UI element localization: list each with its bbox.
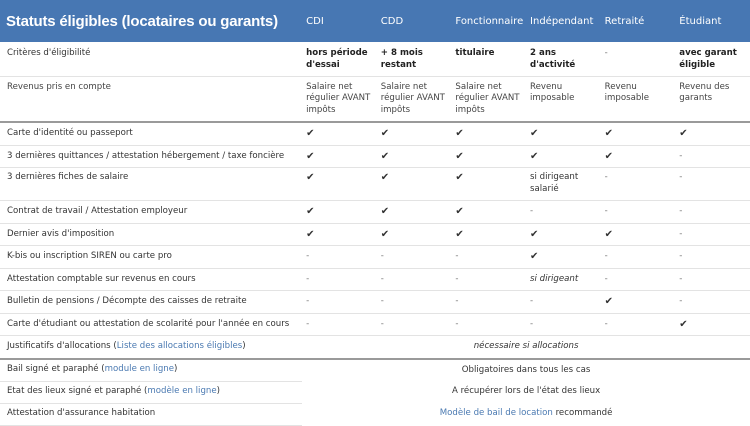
bottom-note: A récupérer lors de l'état des lieux	[451, 386, 601, 397]
check-icon: ✔	[601, 145, 676, 168]
row-label: Carte d'étudiant ou attestation de scolarité pour l'année en cours	[0, 313, 302, 336]
check-icon: ✔	[526, 145, 601, 168]
dash-cell: -	[526, 313, 601, 336]
check-icon: ✔	[601, 122, 676, 145]
row-label: Revenus pris en compte	[0, 76, 302, 122]
condition-cell: si dirigeant salarié	[526, 168, 601, 201]
allocations-label: Justificatifs d'allocations	[7, 341, 111, 351]
check-icon: ✔	[601, 223, 676, 246]
check-icon: ✔	[526, 246, 601, 269]
dash-cell: -	[675, 145, 750, 168]
criteria-row	[0, 42, 750, 76]
revenus-cell: Salaire net régulier AVANT impôts	[451, 76, 526, 122]
check-icon: ✔	[302, 201, 377, 224]
dash-cell: -	[302, 268, 377, 291]
revenus-row	[0, 76, 750, 122]
dash-cell: -	[377, 291, 452, 314]
document-row	[0, 145, 750, 168]
etat-des-lieux-label: Etat des lieux signé et paraphé	[7, 386, 142, 397]
row-label: Dernier avis d'imposition	[0, 223, 302, 246]
column-header-retraite: Retraité	[601, 0, 676, 42]
document-row	[0, 268, 750, 291]
criteria-cell: -	[601, 42, 676, 76]
revenus-cell: Revenu imposable	[526, 76, 601, 122]
row-label: Carte d'identité ou passeport	[0, 122, 302, 145]
allocations-row	[0, 336, 750, 359]
dash-cell: -	[302, 313, 377, 336]
document-row	[0, 291, 750, 314]
table-title: Statuts éligibles (locataires ou garants)	[0, 0, 302, 42]
row-label: 3 dernières fiches de salaire	[0, 168, 302, 201]
table-header	[0, 0, 750, 42]
criteria-cell: titulaire	[451, 42, 526, 76]
document-row	[0, 246, 750, 269]
dash-cell: -	[302, 246, 377, 269]
dash-cell: -	[526, 201, 601, 224]
dash-cell: -	[451, 291, 526, 314]
condition-cell: si dirigeant	[526, 268, 601, 291]
check-icon: ✔	[377, 122, 452, 145]
recommended-text: recommandé	[552, 408, 613, 419]
document-rows	[0, 122, 750, 336]
dash-cell: -	[601, 268, 676, 291]
document-row	[0, 122, 750, 145]
check-icon: ✔	[451, 122, 526, 145]
dash-cell: -	[601, 313, 676, 336]
revenus-cell: Salaire net régulier AVANT impôts	[377, 76, 452, 122]
check-icon: ✔	[675, 313, 750, 336]
dash-cell: -	[377, 313, 452, 336]
check-icon: ✔	[302, 145, 377, 168]
dash-cell: -	[675, 201, 750, 224]
row-label: Critères d'éligibilité	[0, 42, 302, 76]
column-header-cdd: CDD	[377, 0, 452, 42]
row-label: Bail signé et paraphé (module en ligne)	[0, 359, 302, 382]
criteria-cell: + 8 mois restant	[377, 42, 452, 76]
check-icon: ✔	[451, 168, 526, 201]
revenus-cell: Revenu des garants	[675, 76, 750, 122]
dash-cell: -	[675, 268, 750, 291]
check-icon: ✔	[526, 223, 601, 246]
dash-cell: -	[601, 246, 676, 269]
check-icon: ✔	[451, 145, 526, 168]
column-header-etudiant: Étudiant	[675, 0, 750, 42]
allocations-list-link[interactable]: Liste des allocations éligibles	[116, 341, 243, 351]
assurance-label: Attestation d'assurance habitation	[0, 403, 302, 425]
bottom-note: Obligatoires dans tous les cas	[461, 364, 591, 375]
dash-cell: -	[675, 246, 750, 269]
column-header-cdi: CDI	[302, 0, 377, 42]
dash-cell: -	[601, 168, 676, 201]
dash-cell: -	[377, 246, 452, 269]
check-icon: ✔	[377, 201, 452, 224]
revenus-cell: Revenu imposable	[601, 76, 676, 122]
criteria-cell: 2 ans d'activité	[526, 42, 601, 76]
dash-cell: -	[675, 168, 750, 201]
check-icon: ✔	[601, 291, 676, 314]
check-icon: ✔	[377, 145, 452, 168]
criteria-cell: hors période d'essai	[302, 42, 377, 76]
dash-cell: -	[302, 291, 377, 314]
column-header-independant: Indépendant	[526, 0, 601, 42]
dash-cell: -	[451, 268, 526, 291]
check-icon: ✔	[451, 223, 526, 246]
check-icon: ✔	[302, 223, 377, 246]
document-row	[0, 168, 750, 201]
dash-cell: -	[377, 268, 452, 291]
check-icon: ✔	[302, 122, 377, 145]
check-icon: ✔	[302, 168, 377, 201]
check-icon: ✔	[675, 122, 750, 145]
row-label: Contrat de travail / Attestation employeur	[0, 201, 302, 224]
row-label: Attestation comptable sur revenus en cours	[0, 268, 302, 291]
check-icon: ✔	[377, 168, 452, 201]
column-header-fonctionnaire: Fonctionnaire	[451, 0, 526, 42]
check-icon: ✔	[526, 122, 601, 145]
revenus-cell: Salaire net régulier AVANT impôts	[302, 76, 377, 122]
row-label: Bulletin de pensions / Décompte des caisses de retraite	[0, 291, 302, 314]
bottom-row	[0, 359, 750, 382]
dash-cell: -	[451, 313, 526, 336]
document-row	[0, 313, 750, 336]
row-label: K-bis ou inscription SIREN ou carte pro	[0, 246, 302, 269]
dash-cell: -	[675, 223, 750, 246]
row-label: 3 dernières quittances / attestation hébergement / taxe foncière	[0, 145, 302, 168]
check-icon: ✔	[451, 201, 526, 224]
bail-module-link[interactable]: module en ligne	[104, 364, 175, 375]
document-row	[0, 223, 750, 246]
dash-cell: -	[601, 201, 676, 224]
bail-model-link[interactable]: Modèle de bail de location	[439, 408, 553, 419]
row-label: Justificatifs d'allocations (Liste des allocations éligibles)	[0, 336, 302, 359]
document-row	[0, 201, 750, 224]
dash-cell: -	[526, 291, 601, 314]
bail-label: Bail signé et paraphé	[7, 364, 99, 375]
dash-cell: -	[451, 246, 526, 269]
allocations-note: nécessaire si allocations	[302, 336, 750, 359]
check-icon: ✔	[377, 223, 452, 246]
row-label: Etat des lieux signé et paraphé (modèle en ligne)	[0, 381, 302, 403]
dash-cell: -	[675, 291, 750, 314]
bottom-row	[0, 381, 750, 403]
etat-des-lieux-link[interactable]: modèle en ligne	[147, 386, 217, 397]
criteria-cell: avec garant éligible	[675, 42, 750, 76]
